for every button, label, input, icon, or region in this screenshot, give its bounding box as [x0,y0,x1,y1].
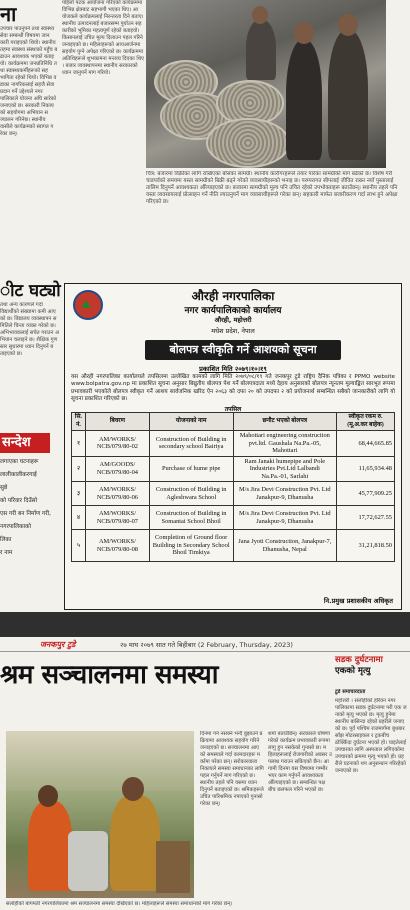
left-headline-ghatyo: ीट घट्यो [0,281,61,301]
cell-bidder: Ram Janaki humepipe and Pole Industries Pvt.Ltd Lalbandi Na.Pa.-01, Sarlahi [233,456,337,482]
notice-banner: बोलपत्र स्वीकृति गर्ने आशयको सूचना [145,340,341,360]
cell-amount: 11,65,934.48 [337,456,395,482]
cell-bidder: M/s Jira Devi Construction Pvt. Ltd Janakpur-9, Dhanusha [233,482,337,506]
cell-amount: 68,44,665.85 [337,431,395,457]
table-header-row [72,413,395,431]
page-masthead [0,637,410,652]
sandesh-line: सुन्ने [0,485,8,491]
cell-sn: ५ [72,530,86,562]
cell-ref: AM/WORKS/ NCB/079/80-08 [85,530,149,562]
cell-amount: 17,72,627.55 [337,506,395,530]
sandesh-list [0,456,60,560]
table-row [72,482,395,506]
left-column-text-2: तथा अन्य कारणले गर्दा विद्यार्थीको संख्यामा कमी आएको छ। विद्यालय व्यवस्थापन समितिले चिन्ता व्यक्त गरेको छ। अभिभावकलाई सचेत गराउन अभियान चलाइने छ। शैक्षिक गुणस्तर सुधारमा ध्यान दिनुपर्ने बताइएको छ। [0,302,59,357]
cell-ref: AM/WORKS/ NCB/079/80-02 [85,431,149,457]
cell-bidder: Mahottari engineering construction pvt.ltd. Gaushala Na.Pa.-05, Mahottari [233,431,337,457]
office-name: औरही नगरपालिका [191,289,275,303]
sandesh-line: र नाम [0,550,13,556]
published-date: प्रकाशित मिति २०७९।१०।१९ [199,365,267,373]
newspaper-page-bottom [0,637,410,910]
office-address: औरही, महोत्तरी [214,316,252,324]
sandesh-line: लगाएका घटनाहरू [0,459,39,465]
cell-ref: AM/WORKS/ NCB/079/80-07 [85,506,149,530]
cell-sn: २ [72,456,86,482]
article-text-col2: शर्मा बताउँछिन्। सरकारले घोषणा गरेको कार्यक्रम प्रभावकारी रूपमा लागु हुन नसकेको गुनासो छ। महिलाहरूलाई रोजगारीको अवसर उपलब्ध गराउन सकिएको छैन। आगामी दिनमा यस विषयमा गम्भीर भएर काम गर्नुपर्ने आवश्यकता औँल्याइएको छ। सम्बन्धित पक्षबीच छलफल गरिने भएको छ। [268,731,332,793]
right-headline-line1: सडक दुर्घटनामा [335,655,383,665]
office-subtitle: नगर कार्यपालिकाको कार्यालय [184,306,282,316]
col-header: योजनाको नाम [149,413,233,431]
cell-ref: AM/GOODS/ NCB/079/80-04 [85,456,149,482]
cell-name: Completion of Ground floor Building in Secondary School Bhoil Timkiya [149,530,233,562]
sandesh-line: को परिवार दिउँसो [0,498,38,504]
sandesh-line: एस गरी बन निर्माण गरी, [0,511,52,517]
office-province: मधेश प्रदेश, नेपाल [211,327,255,335]
newspaper-logo: जनकपुर टुडे [40,640,76,649]
cell-amount: 45,77,909.25 [337,482,395,506]
dateline: २७ माघ २०७९ सात गते बिहीबार (2 February, Thursday, 2023) [120,641,293,649]
tender-table [71,412,395,562]
right-headline [335,655,407,677]
article-intro-text: सर्लाहीको बागमती नगरपालिकामा श्रम सञ्चालनमा समस्या देखिएको छ। महिलाहरूले समस्या समाधानको माग गरेका छन्। [6,901,233,907]
table-row [72,431,395,457]
cell-bidder: Jana Jyoti Construction, Janakpur-7, Dhanusha, Nepal [233,530,337,562]
tapsil-label: तपसिल [224,406,242,413]
sandesh-line: लालीकालीकरगाई [0,472,37,478]
notice-signatory: नि.प्रमुख प्रशासकीय अधिकृत [323,597,393,605]
table-row [72,506,395,530]
right-column-text: महोत्तरी । सर्लाहीको हरिवन नगरपालिकामा सडक दुर्घटनामा परी एक जनाको मृत्यु भएको छ। मृत्यु हुनेमा स्थानीय बासिन्दा रहेको प्रहरीले जनाएको छ। पूर्व पश्चिम राजमार्गमा बुधबार साँझ मोटरसाइकल र ट्रकबीच ठोक्किँदा दुर्घटना भएको हो। घाइतेलाई उपचारका लागि अस्पताल लगिएकोमा उपचारको क्रममा मृत्यु भएको हो। प्रहरीले घटनाको थप अनुसन्धान गरिरहेको जनाएको छ। [335,698,407,774]
cell-name: Purchase of hume pipe [149,456,233,482]
cell-sn: ४ [72,506,86,530]
cell-sn: ३ [72,482,86,506]
notice-body: यस औरही नगरपालिका कार्यालयले तपसिलमा उल्लेखित कामको लागि मिति २०७९/०८/१९ गते जनकपुर टुडे राष्ट्रिय दैनिक पत्रिका र PPMO website www.bolpatra.gov.np मा प्रकाशित सूचना अनुसार बिद्युतीय बोलपत्र पेश गर्ने बोलपत्रदाता मध्ये देहाय अनुसारको बोलपत्र न्यूनतम मूल्याङ्कित सारभूत रूपमा प्रभावकारी भएकोले बोलपत्र स्वीकृत गर्ने आशय सार्वजनिक खरिद ऐन २०६३ को दफा २० को उपदफा २ को प्रयोजनार्थ सम्बन्धित सबैको जानकारीको लागि यो सूचना प्रकाशित गरिएको छ। [71,374,395,403]
article-text-col1: दिनमा गर्न नसक्ने भन्दै बुझाउने प्रक्रियामा आवश्यक सहयोग गरिने जनाइएको छ। सञ्चालनमा आएको समस्याले गर्दा कामदारहरू मर्कामा परेका छन्। सरोकारवाला निकायले समस्या समाधानका लागि पहल गर्नुपर्ने माग गरिएको छ। स्थानीय तहले पनि यसमा ध्यान दिनुपर्ने बताइएको छ। श्रमिकहरूले उचित पारिश्रमिक नपाएको गुनासो गरेका छन्। [200,731,264,807]
cell-name: Construction of Building in secondary school Bairiya [149,431,233,457]
sandesh-line: नगरपालिकाको [0,524,31,530]
sandesh-headline: सन्देश [0,433,50,453]
table-row [72,530,395,562]
cell-bidder: M/s Jira Devi Construction Pvt. Ltd Janakpur-9, Dhanusha [233,506,337,530]
left-headline-top: ना [0,2,17,26]
col-header: बिवरण [85,413,149,431]
tender-notice [64,283,402,610]
col-header: स्वीकृत रकम रु. (मू.अ.कर बाहेक) [337,413,395,431]
right-byline: टुडे समाचारदाता [335,689,366,695]
col-header: छनौट भएको बोलपत्र [233,413,337,431]
market-photo [146,0,386,168]
cell-name: Construction of Building in Somantai School Bhoil [149,506,233,530]
main-headline: श्रम सञ्चालनमा समस्या [0,660,218,690]
sandesh-line: लिका [0,537,12,543]
cell-sn: १ [72,431,86,457]
table-row [72,456,395,482]
col-header: सि. नं. [72,413,86,431]
cell-amount: 31,21,818.50 [337,530,395,562]
photo-caption-text: चित्र: बजारमा विक्रीका लागि राखिएका बाँसका सामग्री। स्थानीय कारीगरहरूले तयार पारेका सामग्रीको माग बढेको छ। विशेष गरी चाडपर्वको समयमा यस्ता सामग्रीको बिक्री बढ्ने गरेको व्यवसायीहरूको भनाइ छ। परम्परागत सीपलाई जीवित राख्न नयाँ पुस्तालाई तालिम दिनुपर्ने आवश्यकता औँल्याइएको छ। बजारमा सामग्रीको मूल्य पनि उचित रहेको उपभोक्ताहरू बताउँछन्। स्थानीय तहले पनि यस्ता व्यवसायलाई प्रोत्साहन गर्ने नीति ल्याउनुपर्ने माग व्यवसायीहरूले गरेका छन्। सहकारी मार्फत बजारीकरण गर्दा लाभ हुने अपेक्षा गरिएको छ। [146,171,398,205]
women-photo [6,731,194,898]
right-headline-line2: एकको मृत्यु [335,666,371,676]
page-gap [0,612,410,637]
cell-ref: AM/WORKS/ NCB/079/80-06 [85,482,149,506]
mid-column-text: पहिलो पटक आयोजना गरिएको कार्यक्रममा विभिन्न क्षेत्रबाट सहभागी भएका थिए। आयोजकले कार्यक्रमलाई निरन्तरता दिने बताए। स्थानीय उत्पादनलाई बजारसम्म पुर्याउन सहकारीको भूमिका महत्वपूर्ण रहेको बताइयो। किसानलाई उचित मूल्य दिलाउन पहल गरिने जनाइएको छ। महिलाहरूको आयआर्जनमा सहयोग पुग्ने अपेक्षा गरिएको छ। कार्यक्रममा अतिथिहरूले शुभकामना मन्तव्य दिएका थिए। बजार व्यवस्थापनमा स्थानीय सरकारको ध्यान जानुपर्ने माग गरियो। [62,0,144,76]
left-column-text: उपचार पाउनुपर्ने तथा स्वास्थ्य सेवा सम्बन्धी विषयमा जानकारी गराइएको थियो। स्थानीय तहमा स्वास्थ्य संस्थाको पहुँच बढाउन आवश्यक भएको बताइयो। कार्यक्रममा जनप्रतिनिधि तथा स्वास्थ्यकर्मीहरूको सहभागिता रहेको थियो। विभिन्न वडाका नागरिकलाई सहजै सेवा प्रदान गर्ने उद्देश्यले नगरपालिकाले योजना अघि सारेको जनाएको छ। सरकारी निकायको सहयोगमा अभियान सञ्चालन गरिनेछ। स्थानीयवासीले कार्यक्रमको स्वागत गरेका छन्। [0,26,58,137]
cell-name: Construction of Building in Agleshwara School [149,482,233,506]
